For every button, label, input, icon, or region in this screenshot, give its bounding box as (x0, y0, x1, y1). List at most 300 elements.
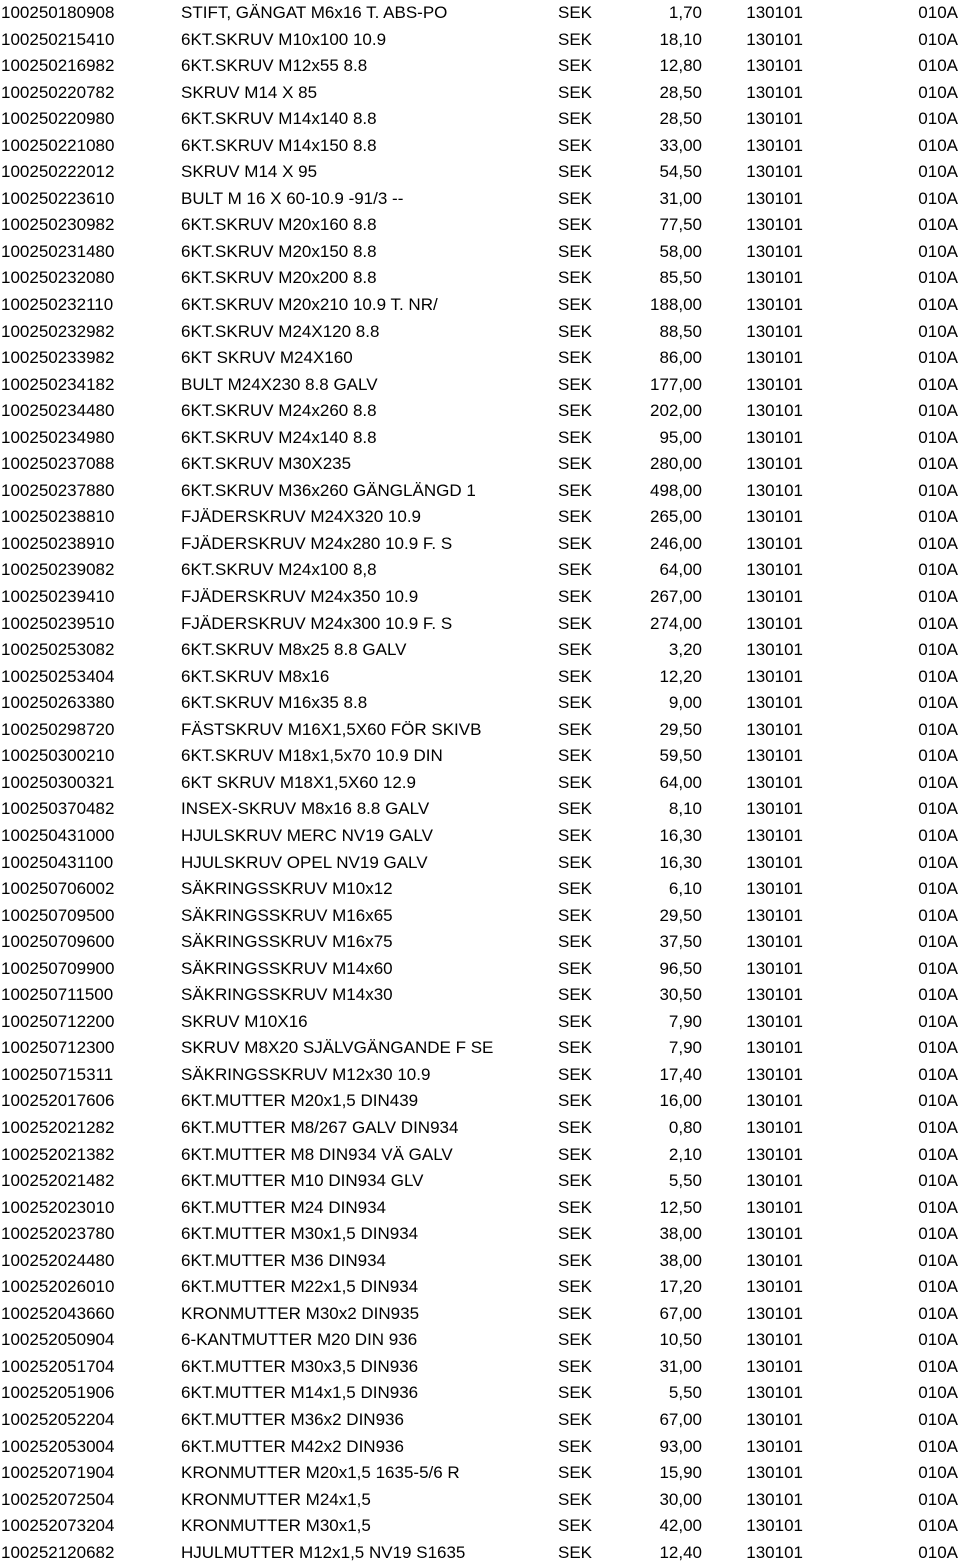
date-cell: 130101 (746, 640, 803, 660)
description-cell: 6KT.MUTTER M8/267 GALV DIN934 (181, 1117, 459, 1137)
description-cell: 6KT.MUTTER M20x1,5 DIN439 (181, 1091, 419, 1111)
article-number-cell: 100250370482 (1, 799, 115, 819)
article-number-cell: 100252023780 (1, 1224, 115, 1244)
date-cell: 130101 (746, 480, 803, 500)
currency-cell: SEK (558, 613, 593, 633)
description-cell: FJÄDERSKRUV M24x280 10.9 F. S (181, 533, 453, 553)
code-cell: 010A (918, 1144, 958, 1164)
currency-cell: SEK (558, 1542, 593, 1562)
article-number-cell: 100252024480 (1, 1250, 115, 1270)
date-cell: 130101 (746, 1250, 803, 1270)
description-cell: SKRUV M10X16 (181, 1011, 308, 1031)
description-cell: 6KT.SKRUV M12x55 8.8 (181, 56, 368, 76)
description-cell: SÄKRINGSSKRUV M14x30 (181, 985, 393, 1005)
price-cell: 5,50 (668, 1171, 702, 1191)
currency-cell: SEK (558, 1224, 593, 1244)
price-cell: 38,00 (659, 1250, 702, 1270)
table-row (0, 478, 960, 505)
price-cell: 9,00 (668, 693, 702, 713)
table-row (0, 159, 960, 186)
currency-cell: SEK (558, 1117, 593, 1137)
article-number-cell: 100250234182 (1, 374, 115, 394)
code-cell: 010A (918, 321, 958, 341)
description-cell: SÄKRINGSSKRUV M16x65 (181, 905, 393, 925)
date-cell: 130101 (746, 879, 803, 899)
price-cell: 1,70 (668, 3, 702, 22)
description-cell: 6KT.MUTTER M14x1,5 DIN936 (181, 1383, 419, 1403)
table-row (0, 1142, 960, 1169)
article-number-cell: 100250221080 (1, 135, 115, 155)
description-cell: 6KT.SKRUV M24x100 8,8 (181, 560, 377, 580)
price-cell: 12,40 (659, 1542, 702, 1562)
currency-cell: SEK (558, 1330, 593, 1350)
table-row (0, 80, 960, 107)
table-row (0, 1221, 960, 1248)
price-cell: 2,10 (668, 1144, 702, 1164)
code-cell: 010A (918, 348, 958, 368)
date-cell: 130101 (746, 719, 803, 739)
description-cell: 6KT.MUTTER M24 DIN934 (181, 1197, 386, 1217)
table-row (0, 1540, 960, 1566)
price-cell: 246,00 (650, 533, 702, 553)
currency-cell: SEK (558, 932, 593, 952)
currency-cell: SEK (558, 1250, 593, 1270)
code-cell: 010A (918, 3, 958, 22)
currency-cell: SEK (558, 1409, 593, 1429)
code-cell: 010A (918, 825, 958, 845)
table-row (0, 425, 960, 452)
currency-cell: SEK (558, 401, 593, 421)
currency-cell: SEK (558, 268, 593, 288)
date-cell: 130101 (746, 613, 803, 633)
currency-cell: SEK (558, 1489, 593, 1509)
price-cell: 86,00 (659, 348, 702, 368)
price-cell: 67,00 (659, 1409, 702, 1429)
currency-cell: SEK (558, 879, 593, 899)
currency-cell: SEK (558, 719, 593, 739)
description-cell: FÄSTSKRUV M16X1,5X60 FÖR SKIVB (181, 719, 482, 739)
price-cell: 202,00 (650, 401, 702, 421)
description-cell: 6KT.SKRUV M24x260 8.8 (181, 401, 377, 421)
price-cell: 30,00 (659, 1489, 702, 1509)
code-cell: 010A (918, 82, 958, 102)
date-cell: 130101 (746, 1038, 803, 1058)
date-cell: 130101 (746, 1171, 803, 1191)
article-number-cell: 100252050904 (1, 1330, 115, 1350)
table-row (0, 1460, 960, 1487)
description-cell: 6KT.SKRUV M20x200 8.8 (181, 268, 377, 288)
date-cell: 130101 (746, 82, 803, 102)
currency-cell: SEK (558, 1516, 593, 1536)
currency-cell: SEK (558, 852, 593, 872)
article-number-cell: 100250300210 (1, 746, 115, 766)
article-number-cell: 100250709900 (1, 958, 115, 978)
date-cell: 130101 (746, 507, 803, 527)
price-cell: 17,20 (659, 1277, 702, 1297)
description-cell: SÄKRINGSSKRUV M14x60 (181, 958, 393, 978)
table-row (0, 664, 960, 691)
currency-cell: SEK (558, 1383, 593, 1403)
code-cell: 010A (918, 1011, 958, 1031)
currency-cell: SEK (558, 533, 593, 553)
code-cell: 010A (918, 295, 958, 315)
price-cell: 33,00 (659, 135, 702, 155)
description-cell: 6KT.SKRUV M36x260 GÄNGLÄNGD 1 (181, 480, 476, 500)
currency-cell: SEK (558, 507, 593, 527)
table-row (0, 451, 960, 478)
article-number-cell: 100252072504 (1, 1489, 115, 1509)
table-row (0, 1327, 960, 1354)
code-cell: 010A (918, 241, 958, 261)
date-cell: 130101 (746, 1542, 803, 1562)
date-cell: 130101 (746, 1463, 803, 1483)
description-cell: 6KT.MUTTER M10 DIN934 GLV (181, 1171, 424, 1191)
article-number-cell: 100252043660 (1, 1303, 115, 1323)
article-number-cell: 100252017606 (1, 1091, 115, 1111)
date-cell: 130101 (746, 533, 803, 553)
article-number-cell: 100250709500 (1, 905, 115, 925)
code-cell: 010A (918, 1091, 958, 1111)
price-cell: 85,50 (659, 268, 702, 288)
code-cell: 010A (918, 693, 958, 713)
code-cell: 010A (918, 587, 958, 607)
code-cell: 010A (918, 1064, 958, 1084)
description-cell: 6KT.SKRUV M16x35 8.8 (181, 693, 368, 713)
code-cell: 010A (918, 879, 958, 899)
table-row (0, 982, 960, 1009)
description-cell: 6KT.SKRUV M20x160 8.8 (181, 215, 377, 235)
table-row (0, 929, 960, 956)
article-number-cell: 100250237088 (1, 454, 115, 474)
table-row (0, 504, 960, 531)
table-row (0, 319, 960, 346)
code-cell: 010A (918, 719, 958, 739)
description-cell: HJULMUTTER M12x1,5 NV19 S1635 (181, 1542, 466, 1562)
description-cell: SKRUV M8X20 SJÄLVGÄNGANDE F SE (181, 1038, 494, 1058)
date-cell: 130101 (746, 1224, 803, 1244)
table-row (0, 1195, 960, 1222)
date-cell: 130101 (746, 1277, 803, 1297)
code-cell: 010A (918, 56, 958, 76)
code-cell: 010A (918, 162, 958, 182)
code-cell: 010A (918, 1542, 958, 1562)
description-cell: HJULSKRUV MERC NV19 GALV (181, 825, 433, 845)
code-cell: 010A (918, 1171, 958, 1191)
price-cell: 8,10 (668, 799, 702, 819)
code-cell: 010A (918, 1250, 958, 1270)
price-cell: 29,50 (659, 905, 702, 925)
article-number-cell: 100250431100 (1, 852, 114, 872)
currency-cell: SEK (558, 215, 593, 235)
currency-cell: SEK (558, 1171, 593, 1191)
code-cell: 010A (918, 958, 958, 978)
table-row (0, 1354, 960, 1381)
article-number-cell: 100250709600 (1, 932, 115, 952)
table-row (0, 876, 960, 903)
code-cell: 010A (918, 1356, 958, 1376)
date-cell: 130101 (746, 1409, 803, 1429)
date-cell: 130101 (746, 427, 803, 447)
currency-cell: SEK (558, 1277, 593, 1297)
currency-cell: SEK (558, 1038, 593, 1058)
currency-cell: SEK (558, 480, 593, 500)
table-row (0, 0, 960, 27)
code-cell: 010A (918, 1409, 958, 1429)
currency-cell: SEK (558, 825, 593, 845)
code-cell: 010A (918, 1383, 958, 1403)
price-cell: 188,00 (650, 295, 702, 315)
date-cell: 130101 (746, 1303, 803, 1323)
price-cell: 31,00 (659, 188, 702, 208)
code-cell: 010A (918, 1038, 958, 1058)
code-cell: 010A (918, 1303, 958, 1323)
article-number-cell: 100252053004 (1, 1436, 115, 1456)
article-number-cell: 100252120682 (1, 1542, 115, 1562)
description-cell: 6KT.MUTTER M22x1,5 DIN934 (181, 1277, 419, 1297)
date-cell: 130101 (746, 1117, 803, 1137)
price-cell: 29,50 (659, 719, 702, 739)
article-number-cell: 100252026010 (1, 1277, 115, 1297)
description-cell: SKRUV M14 X 85 (181, 82, 318, 102)
date-cell: 130101 (746, 1091, 803, 1111)
table-row (0, 133, 960, 160)
date-cell: 130101 (746, 162, 803, 182)
date-cell: 130101 (746, 109, 803, 129)
description-cell: 6KT.SKRUV M14x140 8.8 (181, 109, 377, 129)
currency-cell: SEK (558, 295, 593, 315)
description-cell: SÄKRINGSSKRUV M16x75 (181, 932, 393, 952)
code-cell: 010A (918, 666, 958, 686)
currency-cell: SEK (558, 799, 593, 819)
table-row (0, 584, 960, 611)
date-cell: 130101 (746, 985, 803, 1005)
currency-cell: SEK (558, 427, 593, 447)
description-cell: 6KT.SKRUV M8x16 (181, 666, 330, 686)
code-cell: 010A (918, 640, 958, 660)
currency-cell: SEK (558, 905, 593, 925)
description-cell: HJULSKRUV OPEL NV19 GALV (181, 852, 428, 872)
table-row (0, 1380, 960, 1407)
code-cell: 010A (918, 1516, 958, 1536)
currency-cell: SEK (558, 348, 593, 368)
table-row (0, 1009, 960, 1036)
date-cell: 130101 (746, 825, 803, 845)
date-cell: 130101 (746, 188, 803, 208)
date-cell: 130101 (746, 374, 803, 394)
table-row (0, 1115, 960, 1142)
date-cell: 130101 (746, 3, 803, 22)
table-row (0, 637, 960, 664)
price-cell: 88,50 (659, 321, 702, 341)
article-number-cell: 100252071904 (1, 1463, 115, 1483)
code-cell: 010A (918, 374, 958, 394)
code-cell: 010A (918, 799, 958, 819)
description-cell: FJÄDERSKRUV M24X320 10.9 (181, 507, 421, 527)
article-number-cell: 100250233982 (1, 348, 115, 368)
article-number-cell: 100250715311 (1, 1064, 114, 1084)
price-cell: 93,00 (659, 1436, 702, 1456)
price-cell: 3,20 (668, 640, 702, 660)
price-cell: 54,50 (659, 162, 702, 182)
price-cell: 38,00 (659, 1224, 702, 1244)
description-cell: 6KT SKRUV M24X160 (181, 348, 353, 368)
currency-cell: SEK (558, 162, 593, 182)
code-cell: 010A (918, 985, 958, 1005)
code-cell: 010A (918, 1277, 958, 1297)
article-number-cell: 100250712200 (1, 1011, 115, 1031)
table-row (0, 1301, 960, 1328)
code-cell: 010A (918, 613, 958, 633)
date-cell: 130101 (746, 905, 803, 925)
price-cell: 31,00 (659, 1356, 702, 1376)
price-cell: 177,00 (650, 374, 702, 394)
date-cell: 130101 (746, 401, 803, 421)
description-cell: 6-KANTMUTTER M20 DIN 936 (181, 1330, 418, 1350)
code-cell: 010A (918, 268, 958, 288)
currency-cell: SEK (558, 560, 593, 580)
table-row (0, 372, 960, 399)
price-cell: 95,00 (659, 427, 702, 447)
currency-cell: SEK (558, 1011, 593, 1031)
date-cell: 130101 (746, 135, 803, 155)
table-row (0, 956, 960, 983)
table-row (0, 903, 960, 930)
article-number-cell: 100250239510 (1, 613, 115, 633)
code-cell: 010A (918, 109, 958, 129)
price-cell: 5,50 (668, 1383, 702, 1403)
price-cell: 0,80 (668, 1117, 702, 1137)
currency-cell: SEK (558, 640, 593, 660)
article-number-cell: 100250220980 (1, 109, 115, 129)
code-cell: 010A (918, 1489, 958, 1509)
table-row (0, 1062, 960, 1089)
date-cell: 130101 (746, 1011, 803, 1031)
price-cell: 280,00 (650, 454, 702, 474)
date-cell: 130101 (746, 1330, 803, 1350)
currency-cell: SEK (558, 985, 593, 1005)
price-cell: 7,90 (668, 1038, 702, 1058)
date-cell: 130101 (746, 958, 803, 978)
price-cell: 15,90 (659, 1463, 702, 1483)
description-cell: STIFT, GÄNGAT M6x16 T. ABS-PO (181, 3, 448, 22)
table-row (0, 1168, 960, 1195)
table-row (0, 1487, 960, 1514)
date-cell: 130101 (746, 1064, 803, 1084)
price-cell: 12,50 (659, 1197, 702, 1217)
description-cell: 6KT.SKRUV M14x150 8.8 (181, 135, 377, 155)
article-number-cell: 100250239410 (1, 587, 115, 607)
price-cell: 42,00 (659, 1516, 702, 1536)
table-row (0, 27, 960, 54)
table-row (0, 1407, 960, 1434)
currency-cell: SEK (558, 958, 593, 978)
description-cell: 6KT.SKRUV M20x210 10.9 T. NR/ (181, 295, 438, 315)
article-number-cell: 100250232982 (1, 321, 115, 341)
article-number-cell: 100250238910 (1, 533, 115, 553)
table-row (0, 823, 960, 850)
currency-cell: SEK (558, 1197, 593, 1217)
code-cell: 010A (918, 1436, 958, 1456)
currency-cell: SEK (558, 109, 593, 129)
description-cell: 6KT.MUTTER M30x1,5 DIN934 (181, 1224, 419, 1244)
description-cell: SKRUV M14 X 95 (181, 162, 318, 182)
date-cell: 130101 (746, 1144, 803, 1164)
table-row (0, 690, 960, 717)
description-cell: SÄKRINGSSKRUV M12x30 10.9 (181, 1064, 431, 1084)
code-cell: 010A (918, 135, 958, 155)
code-cell: 010A (918, 1117, 958, 1137)
code-cell: 010A (918, 533, 958, 553)
description-cell: FJÄDERSKRUV M24x350 10.9 (181, 587, 419, 607)
currency-cell: SEK (558, 1091, 593, 1111)
price-cell: 10,50 (659, 1330, 702, 1350)
article-number-cell: 100250230982 (1, 215, 115, 235)
date-cell: 130101 (746, 932, 803, 952)
article-number-cell: 100250253404 (1, 666, 115, 686)
table-row (0, 53, 960, 80)
code-cell: 010A (918, 401, 958, 421)
code-cell: 010A (918, 188, 958, 208)
table-row (0, 345, 960, 372)
date-cell: 130101 (746, 241, 803, 261)
price-cell: 64,00 (659, 772, 702, 792)
currency-cell: SEK (558, 1356, 593, 1376)
description-cell: SÄKRINGSSKRUV M10x12 (181, 879, 393, 899)
date-cell: 130101 (746, 348, 803, 368)
description-cell: 6KT.SKRUV M8x25 8.8 GALV (181, 640, 407, 660)
article-number-cell: 100250253082 (1, 640, 115, 660)
price-cell: 6,10 (668, 879, 702, 899)
description-cell: 6KT.MUTTER M8 DIN934 VÄ GALV (181, 1144, 453, 1164)
table-row (0, 1513, 960, 1540)
description-cell: 6KT.SKRUV M18x1,5x70 10.9 DIN (181, 746, 443, 766)
article-number-cell: 100252073204 (1, 1516, 115, 1536)
currency-cell: SEK (558, 587, 593, 607)
currency-cell: SEK (558, 135, 593, 155)
description-cell: 6KT.MUTTER M36x2 DIN936 (181, 1409, 404, 1429)
article-number-cell: 100250239082 (1, 560, 115, 580)
currency-cell: SEK (558, 1303, 593, 1323)
description-cell: 6KT.SKRUV M30X235 (181, 454, 352, 474)
article-number-cell: 100250232110 (1, 295, 114, 315)
date-cell: 130101 (746, 746, 803, 766)
date-cell: 130101 (746, 799, 803, 819)
price-cell: 58,00 (659, 241, 702, 261)
description-cell: 6KT.SKRUV M24x140 8.8 (181, 427, 377, 447)
table-row (0, 106, 960, 133)
price-cell: 16,30 (659, 825, 702, 845)
price-cell: 274,00 (650, 613, 702, 633)
currency-cell: SEK (558, 1064, 593, 1084)
code-cell: 010A (918, 1224, 958, 1244)
currency-cell: SEK (558, 29, 593, 49)
description-cell: KRONMUTTER M30x1,5 (181, 1516, 371, 1536)
description-cell: BULT M 16 X 60-10.9 -91/3 -- (181, 188, 404, 208)
price-cell: 498,00 (650, 480, 702, 500)
date-cell: 130101 (746, 693, 803, 713)
price-cell: 265,00 (650, 507, 702, 527)
price-cell: 12,20 (659, 666, 702, 686)
article-number-cell: 100250231480 (1, 241, 115, 261)
date-cell: 130101 (746, 1383, 803, 1403)
table-row (0, 1088, 960, 1115)
date-cell: 130101 (746, 295, 803, 315)
article-number-cell: 100250220782 (1, 82, 115, 102)
article-number-cell: 100252021382 (1, 1144, 115, 1164)
description-cell: KRONMUTTER M24x1,5 (181, 1489, 371, 1509)
article-number-cell: 100252051704 (1, 1356, 115, 1376)
article-number-cell: 100250237880 (1, 480, 115, 500)
